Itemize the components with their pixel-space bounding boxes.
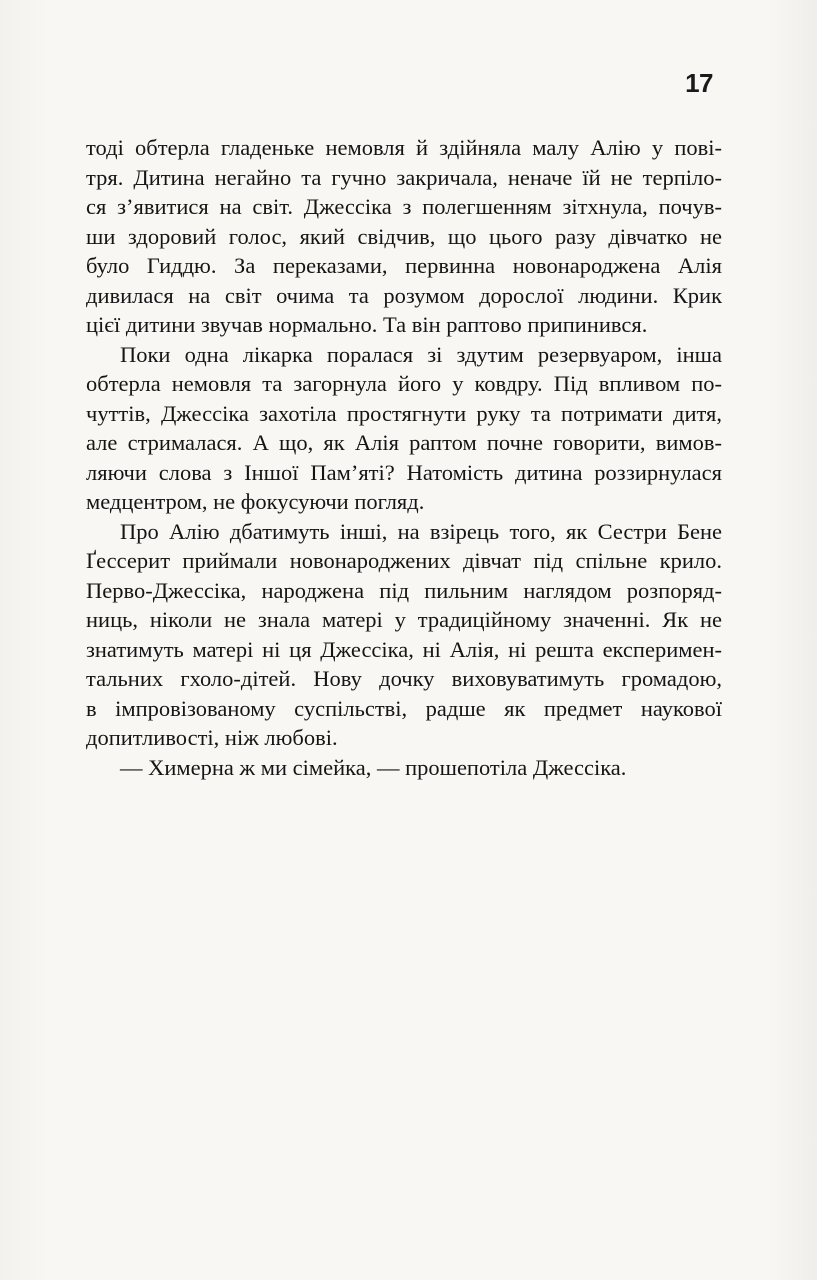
page-number: 17 xyxy=(685,68,713,98)
text-line: ши здоровий голос, який свідчив, що цього разу дівчатко не xyxy=(86,223,722,249)
text-line: ниць, ніколи не знала матері у традиційному значенні. Як не xyxy=(86,607,722,632)
text-line: Перво-Джессіка, народжена під пильним наглядом розпоряд- xyxy=(86,577,722,603)
text-line: тоді обтерла гладеньке немовля й здійняла малу Алію у пові- xyxy=(86,135,722,160)
text-line: чуттів, Джессіка захотіла простягнути руку та потримати дитя, xyxy=(86,400,722,426)
text-line: ся з’явитися на світ. Джессіка з полегшенням зітхнула, почув- xyxy=(86,194,722,219)
paragraph xyxy=(86,517,722,753)
text-line: допитливості, ніж любові. xyxy=(86,725,338,750)
text-line: було Гиддю. За переказами, первинна новонароджена Алія xyxy=(86,253,722,278)
text-line: медцентром, не фокусуючи погляд. xyxy=(86,489,425,514)
text-line: тальних гхоло-дітей. Нову дочку виховуватимуть громадою, xyxy=(86,666,722,691)
text-line: дивилася на світ очима та розумом дорослої людини. Крик xyxy=(86,282,722,308)
text-line: Поки одна лікарка поралася зі здутим резервуаром, інша xyxy=(120,341,722,367)
paragraph xyxy=(86,133,722,340)
text-line: знатимуть матері ні ця Джессіка, ні Алія, ні решта експеримен- xyxy=(86,636,722,662)
text-line: обтерла немовля та загорнула його у ковдру. Під впливом по- xyxy=(86,371,722,396)
text-line: ляючи слова з Іншої Пам’яті? Натомість дитина роззирнулася xyxy=(86,459,722,485)
text-line: цієї дитини звучав нормально. Та він раптово припинився. xyxy=(86,312,648,337)
body-text xyxy=(86,133,722,782)
text-line: але стрималася. А що, як Алія раптом почне говорити, вимов- xyxy=(86,430,722,455)
text-line: в імпровізованому суспільстві, радше як предмет наукової xyxy=(86,695,722,721)
text-line: тря. Дитина негайно та гучно закричала, неначе їй не терпіло- xyxy=(86,164,722,190)
paragraph xyxy=(86,340,722,517)
paragraph xyxy=(86,753,722,783)
text-line: Про Алію дбатимуть інші, на взірець того, як Сестри Бене xyxy=(120,518,722,544)
text-line: — Химерна ж ми сімейка, — прошепотіла Джессіка. xyxy=(120,754,627,780)
text-line: Ґессерит приймали новонароджених дівчат під спільне крило. xyxy=(86,548,722,573)
